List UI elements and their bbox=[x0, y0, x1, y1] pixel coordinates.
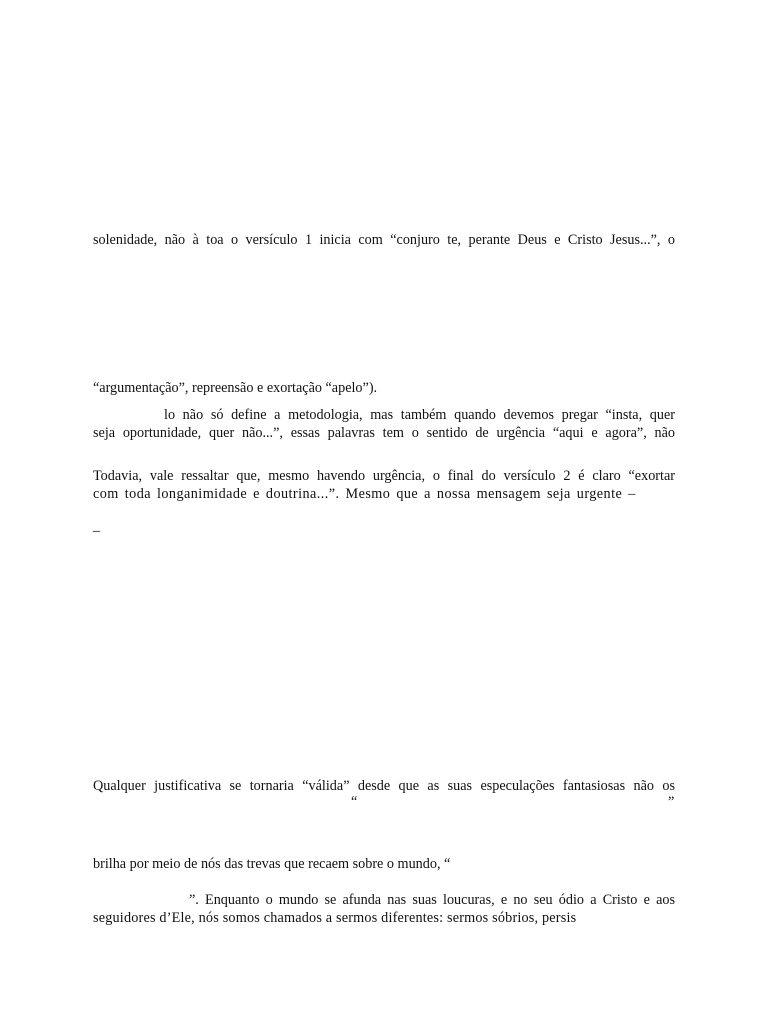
text-open-quote: “ bbox=[351, 794, 358, 810]
text-line-solenidade: solenidade, não à toa o versículo 1 inicia com “conjuro te, perante Deus e Cristo Jesus...”, o bbox=[93, 232, 675, 248]
text-line-brilha: brilha por meio de nós das trevas que recaem sobre o mundo, “ bbox=[93, 856, 451, 872]
text-line-justificativa: Qualquer justificativa se tornaria “válida” desde que as suas especulações fantasiosas não os bbox=[93, 778, 675, 794]
text-line-urgencia: seja oportunidade, quer não...”, essas palavras tem o sentido de urgência “aqui e agora”, não bbox=[93, 425, 675, 441]
text-line-seguidores: seguidores d’Ele, nós somos chamados a sermos diferentes: sermos sóbrios, persis bbox=[93, 910, 577, 926]
text-underscore: _ bbox=[93, 518, 101, 534]
text-line-metodologia: lo não só define a metodologia, mas também quando devemos pregar “insta, quer bbox=[164, 407, 675, 423]
text-close-quote: ” bbox=[668, 794, 675, 810]
text-line-argumentacao: “argumentação”, repreensão e exortação “apelo”). bbox=[93, 380, 378, 396]
text-line-longanimidade: com toda longanimidade e doutrina...”. Mesmo que a nossa mensagem seja urgente – bbox=[93, 486, 636, 502]
text-line-enquanto: ”. Enquanto o mundo se afunda nas suas loucuras, e no seu ódio a Cristo e aos bbox=[189, 892, 675, 908]
text-line-todavia: Todavia, vale ressaltar que, mesmo havendo urgência, o final do versículo 2 é claro “exortar bbox=[93, 468, 675, 484]
